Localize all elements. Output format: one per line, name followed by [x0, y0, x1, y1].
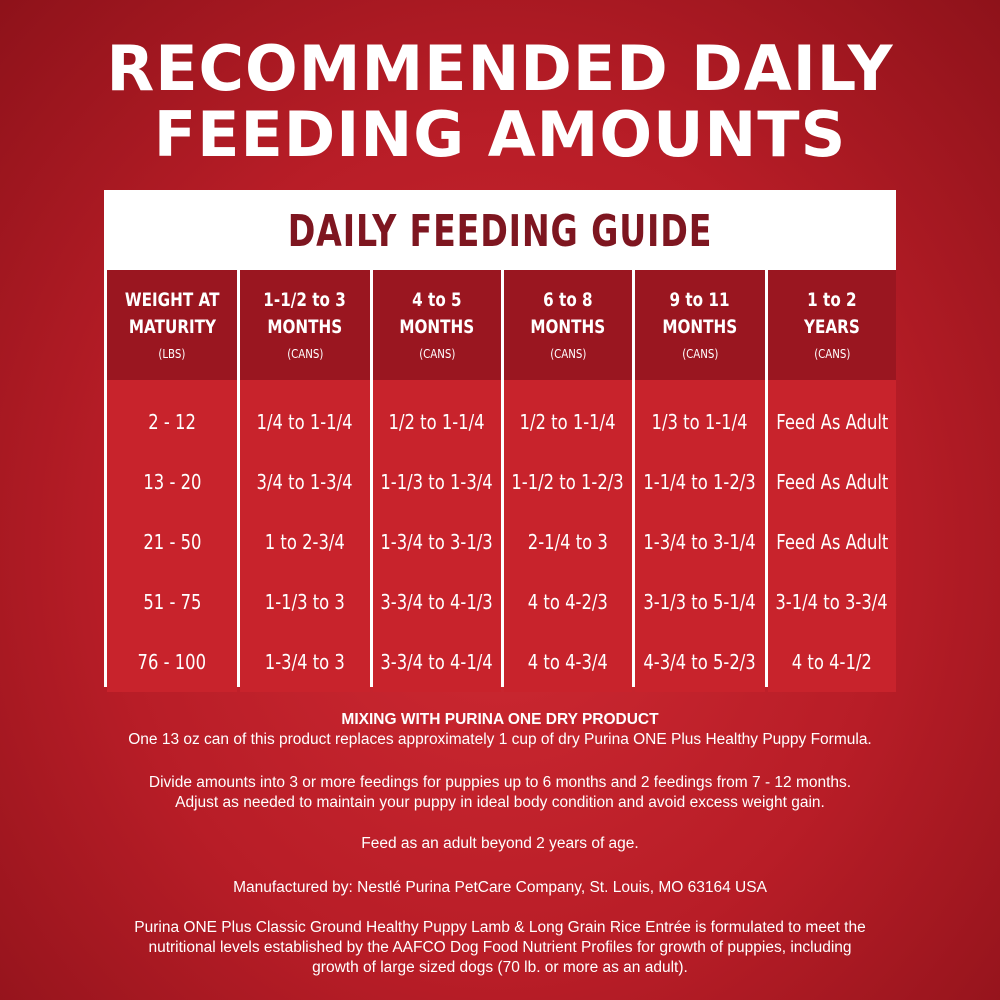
table-cell — [635, 572, 765, 632]
aafco-line-2: nutritional levels established by the AAFCO Dog Food Nutrient Profiles for growth of puppies, including — [148, 939, 852, 956]
table-cell — [768, 392, 896, 452]
column-header — [373, 270, 501, 380]
table-cell-value: 51 - 75 — [142, 590, 202, 614]
table-cell — [240, 572, 370, 632]
mixing-heading: MIXING WITH PURINA ONE DRY PRODUCT — [341, 711, 659, 728]
column-header — [240, 270, 370, 380]
divide-line-1: Divide amounts into 3 or more feedings for puppies up to 6 months and 2 feedings from 7 - 12 months. — [148, 774, 852, 791]
table-cell — [240, 392, 370, 452]
table-cell — [768, 452, 896, 512]
table-cell-value: 1/3 to 1-1/4 — [651, 410, 749, 434]
table-cell — [635, 392, 765, 452]
table-cell — [635, 632, 765, 692]
guide-column — [504, 270, 632, 692]
table-cell — [373, 392, 501, 452]
aafco-statement — [0, 918, 1000, 978]
column-header — [635, 270, 765, 380]
table-cell — [107, 632, 237, 692]
column-header-unit: (CANS) — [681, 347, 719, 361]
column-header — [107, 270, 237, 380]
guide-column — [635, 270, 765, 692]
table-cell-value: 3-3/4 to 4-1/4 — [380, 650, 494, 674]
table-cell — [373, 452, 501, 512]
headline-line-1: RECOMMENDED DAILY — [106, 32, 894, 105]
column-header-line2: MONTHS — [399, 316, 475, 338]
table-cell-value: 3-3/4 to 4-1/3 — [380, 590, 494, 614]
table-cell-value: 4 to 4-2/3 — [527, 590, 609, 614]
table-cell-value: 1-1/3 to 1-3/4 — [380, 470, 494, 494]
column-header-line2: MONTHS — [662, 316, 738, 338]
column-header-line1: 1 to 2 — [807, 289, 857, 311]
adult-note: Feed as an adult beyond 2 years of age. — [361, 835, 639, 852]
column-body — [768, 380, 896, 692]
table-cell-value: 1-3/4 to 3-1/4 — [643, 530, 757, 554]
divide-section — [0, 773, 1000, 813]
table-cell-value: 1-3/4 to 3 — [264, 650, 346, 674]
table-cell — [504, 572, 632, 632]
column-header-line1: 9 to 11 — [669, 289, 731, 311]
table-cell — [635, 512, 765, 572]
table-cell — [635, 452, 765, 512]
table-cell — [240, 512, 370, 572]
column-header-line1: 6 to 8 — [543, 289, 593, 311]
table-cell — [373, 512, 501, 572]
table-cell-value: Feed As Adult — [775, 470, 889, 494]
table-cell-value: 76 - 100 — [137, 650, 207, 674]
table-cell-value: 1-1/4 to 1-2/3 — [643, 470, 757, 494]
column-body — [240, 380, 370, 692]
table-cell-value: 3/4 to 1-3/4 — [256, 470, 354, 494]
feeding-guide-table — [104, 190, 896, 687]
guide-column — [240, 270, 370, 692]
aafco-line-1: Purina ONE Plus Classic Ground Healthy Puppy Lamb & Long Grain Rice Entrée is formulated to meet the — [134, 919, 866, 936]
table-cell — [504, 452, 632, 512]
table-cell-value: Feed As Adult — [775, 530, 889, 554]
table-cell-value: 3-1/4 to 3-3/4 — [775, 590, 889, 614]
column-header-line1: WEIGHT AT — [124, 289, 220, 311]
table-cell-value: 1 to 2-3/4 — [264, 530, 346, 554]
table-cell — [768, 632, 896, 692]
table-cell-value: 2 - 12 — [148, 410, 196, 434]
table-cell — [504, 632, 632, 692]
guide-column — [768, 270, 896, 692]
guide-grid — [107, 270, 893, 684]
column-header — [768, 270, 896, 380]
column-header-line1: 1-1/2 to 3 — [263, 289, 347, 311]
column-header-unit: (CANS) — [549, 347, 587, 361]
column-body — [635, 380, 765, 692]
table-cell-value: 1/4 to 1-1/4 — [256, 410, 354, 434]
column-header-unit: (CANS) — [813, 347, 851, 361]
column-header-line2: YEARS — [804, 316, 860, 338]
table-cell-value: 1-1/2 to 1-2/3 — [511, 470, 625, 494]
table-cell — [768, 572, 896, 632]
table-cell — [107, 512, 237, 572]
table-cell — [504, 512, 632, 572]
headline — [0, 32, 1000, 171]
column-header-unit: (CANS) — [286, 347, 324, 361]
column-body — [504, 380, 632, 692]
headline-line-2: FEEDING AMOUNTS — [153, 98, 847, 171]
manufacturer-note: Manufactured by: Nestlé Purina PetCare Company, St. Louis, MO 63164 USA — [233, 879, 767, 896]
guide-column — [107, 270, 237, 692]
table-cell-value: 1/2 to 1-1/4 — [388, 410, 486, 434]
table-cell-value: 4 to 4-3/4 — [527, 650, 609, 674]
table-cell-value: 4-3/4 to 5-2/3 — [643, 650, 757, 674]
table-cell-value: Feed As Adult — [775, 410, 889, 434]
table-cell — [240, 632, 370, 692]
table-cell — [373, 632, 501, 692]
column-header-line1: 4 to 5 — [412, 289, 462, 311]
table-cell-value: 21 - 50 — [142, 530, 202, 554]
table-cell-value: 3-1/3 to 5-1/4 — [643, 590, 757, 614]
column-body — [107, 380, 237, 692]
divide-line-2: Adjust as needed to maintain your puppy in ideal body condition and avoid excess weight gain. — [175, 794, 825, 811]
table-cell-value: 1-1/3 to 3 — [264, 590, 346, 614]
table-cell — [107, 452, 237, 512]
table-cell — [373, 572, 501, 632]
column-header-unit: (LBS) — [158, 347, 186, 361]
table-cell — [768, 512, 896, 572]
table-cell-value: 1-3/4 to 3-1/3 — [380, 530, 494, 554]
column-body — [373, 380, 501, 692]
mixing-section — [0, 710, 1000, 750]
table-cell-value: 4 to 4-1/2 — [791, 650, 873, 674]
guide-column — [373, 270, 501, 692]
table-cell-value: 1/2 to 1-1/4 — [519, 410, 617, 434]
column-header-line2: MONTHS — [530, 316, 606, 338]
column-header — [504, 270, 632, 380]
table-cell — [240, 452, 370, 512]
table-cell-value: 13 - 20 — [142, 470, 202, 494]
table-cell — [504, 392, 632, 452]
column-header-line2: MONTHS — [267, 316, 343, 338]
mixing-text: One 13 oz can of this product replaces approximately 1 cup of dry Purina ONE Plus Healthy Puppy Formula. — [128, 731, 872, 748]
aafco-line-3: growth of large sized dogs (70 lb. or more as an adult). — [312, 959, 688, 976]
table-cell — [107, 572, 237, 632]
table-cell-value: 2-1/4 to 3 — [527, 530, 609, 554]
table-cell — [107, 392, 237, 452]
column-header-line2: MATURITY — [128, 316, 216, 338]
guide-title: DAILY FEEDING GUIDE — [287, 206, 713, 257]
column-header-unit: (CANS) — [418, 347, 456, 361]
